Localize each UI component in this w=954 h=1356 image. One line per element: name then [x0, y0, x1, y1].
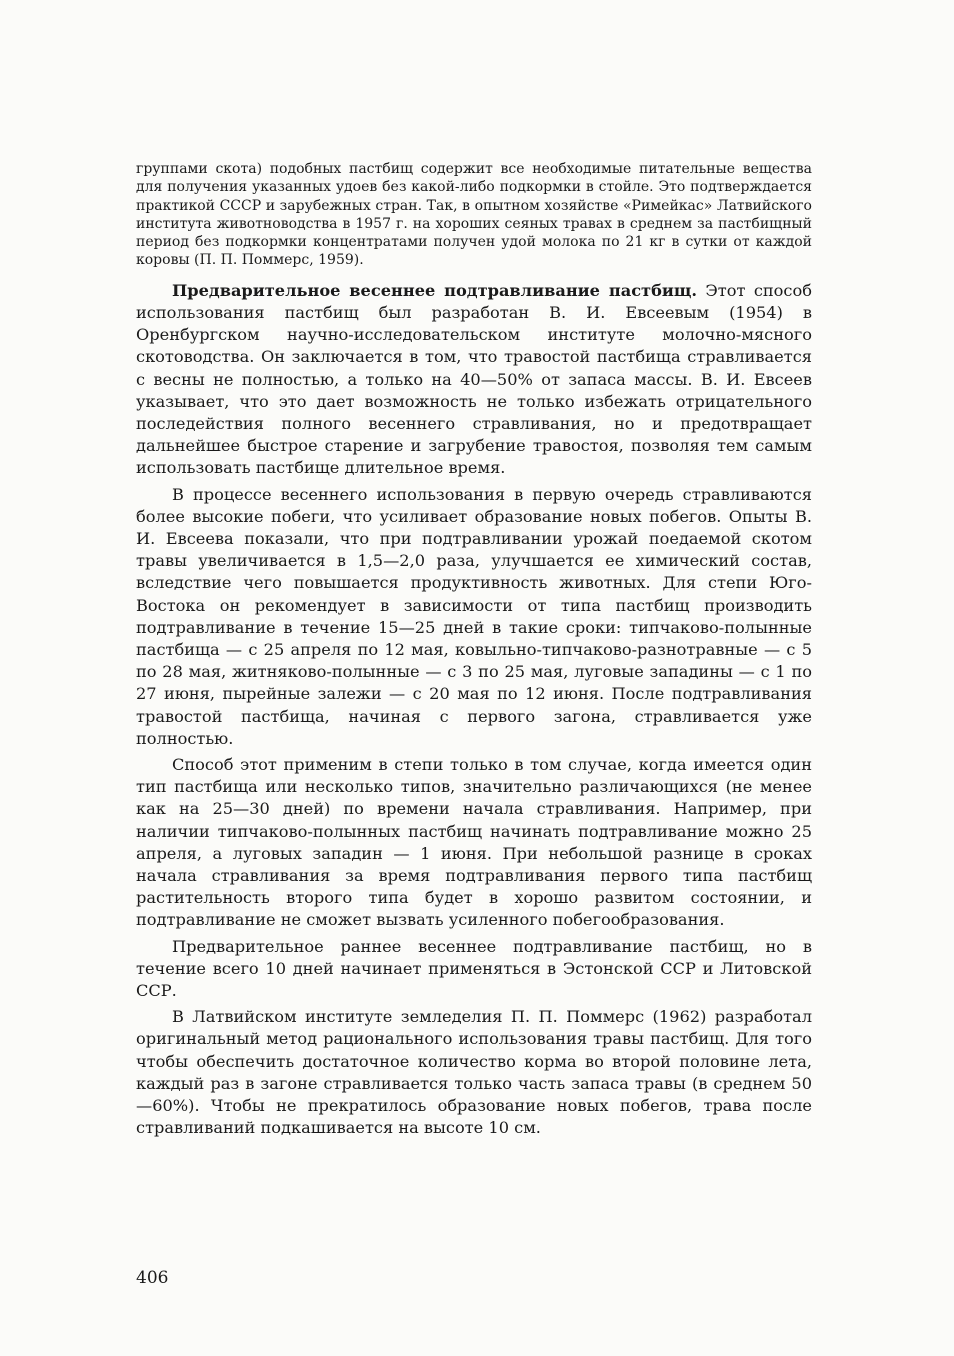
section-heading-inline: Предварительное весеннее подтравливание пастбищ. — [172, 280, 698, 300]
paragraph-spring-grazing — [136, 280, 812, 480]
paragraph-process: В процессе весеннего использования в первую очередь стравливаются более высокие побеги, что усиливает образование новых побегов. Опыты В. И. Евсеева показали, что при подтравливании урожай поедаемой скотом травы увеличивается в 1,5—2,0 раза, улучшается ее химический состав, вследствие чего повышается продуктивность животных. Для степи Юго-Востока он рекомендует в зависимости от типа пастбищ производить подтравливание в течение 15—25 дней в такие сроки: типчаково-полынные пастбища — с 25 апреля по 12 мая, ковыльно-типчаково-разнотравные — с 5 по 28 мая, житняково-полынные — с 3 по 25 мая, луговые западины — с 1 по 27 июня, пырейные залежи — с 20 мая по 12 июня. После подтравливания травостой пастбища, начиная с первого загона, стравливается уже полностью. — [136, 484, 812, 748]
page-number: 406 — [136, 1268, 169, 1288]
page-body — [136, 160, 812, 1144]
paragraph-text: Этот способ использования пастбищ был разработан В. И. Евсеевым (1954) в Оренбургском научно-исследовательском институте молочно-мясного скотоводства. Он заключается в том, что травостой пастбища стравливается с весны не полностью, а только на 40—50% от запаса массы. В. И. Евсеев указывает, что это дает возможность не только избежать отрицательного последействия полного весеннего стравливания, но и предотвращает дальнейшее быстрое старение и загрубение травостоя, позволяя тем самым использовать пастбище длительное время. — [136, 280, 812, 478]
paragraph-method-applicability: Способ этот применим в степи только в том случае, когда имеется один тип пастбища или несколько типов, значительно различающихся (не менее как на 25—30 дней) по времени начала стравливания. Например, при наличии типчаково-полынных пастбищ начинать подтравливание можно 25 апреля, а луговых западин — 1 июня. При небольшой разнице в сроках начала стравливания за время подтравливания первого типа пастбищ растительность второго типа будет в хорошо развитом состоянии, и подтравливание не сможет вызвать усиленного побегообразования. — [136, 755, 812, 930]
paragraph-estonia-lithuania: Предварительное раннее весеннее подтравливание пастбищ, но в течение всего 10 дней начинает применяться в Эстонской ССР и Литовской ССР. — [136, 936, 812, 1001]
small-print-paragraph: группами скота) подобных пастбищ содержит все необходимые питательные вещества для получения указанных удоев без какой-либо подкормки в стойле. Это подтверждается практикой СССР и зарубежных стран. Так, в опытном хозяйстве «Римейкас» Латвийского института животноводства в 1957 г. на хороших сеяных травах в среднем за пастбищный период без подкормки концентратами получен удой молока по 21 кг в сутки от каждой коровы (П. П. Поммерс, 1959). — [136, 161, 812, 269]
paragraph-latvia-method: В Латвийском институте земледелия П. П. Поммерс (1962) разработал оригинальный метод рационального использования травы пастбищ. Для того чтобы обеспечить достаточное количество корма во второй половине лета, каждый раз в загоне стравливается только часть запаса травы (в среднем 50—60%). Чтобы не прекратилось образование новых побегов, трава после стравливаний подкашивается на высоте 10 см. — [136, 1007, 812, 1138]
